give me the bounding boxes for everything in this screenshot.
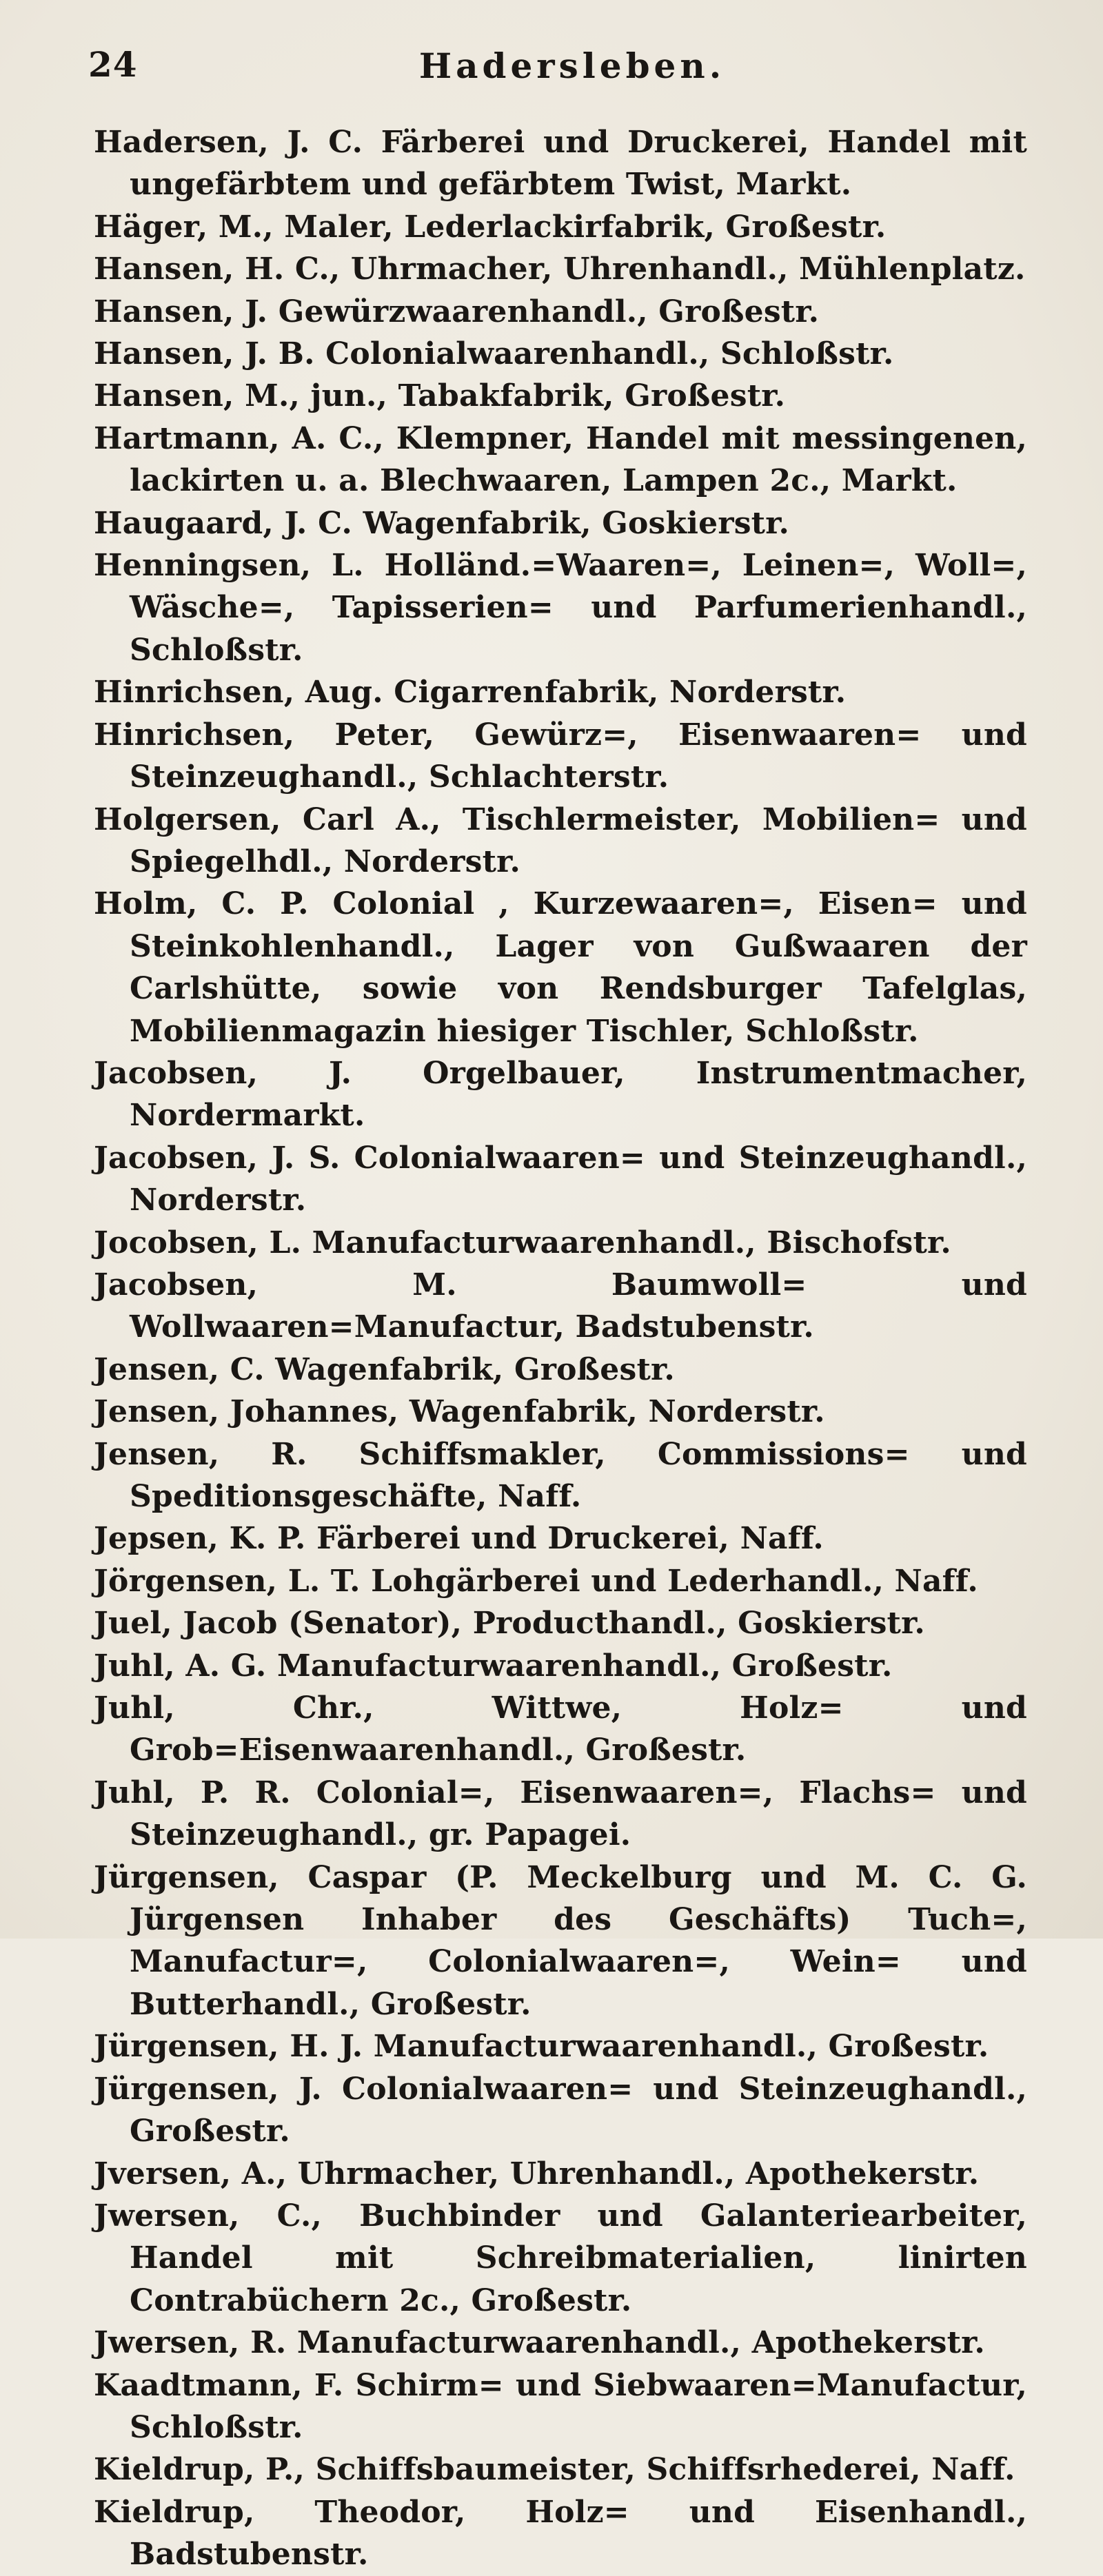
directory-entry: Jürgensen, J. Colonialwaaren= und Steinzeughandl., Großestr.: [94, 2071, 1027, 2149]
directory-entry: Jensen, Johannes, Wagenfabrik, Norderstr.: [94, 1394, 825, 1430]
directory-entry: Jacobsen, M. Baumwoll= und Wollwaaren=Manufactur, Badstubenstr.: [94, 1267, 1027, 1345]
directory-entry: Jwersen, C., Buchbinder und Galanteriearbeiter, Handel mit Schreibmaterialien, linirten Contrabüchern 2c., Großestr.: [94, 2198, 1027, 2318]
directory-entry: Jepsen, K. P. Färberei und Druckerei, Naff.: [94, 1521, 824, 1557]
directory-entry: Hinrichsen, Aug. Cigarrenfabrik, Norderstr.: [94, 675, 847, 711]
directory-entry: Hansen, J. Gewürzwaarenhandl., Großestr.: [94, 294, 820, 329]
directory-entry: Jacobsen, J. S. Colonialwaaren= und Steinzeughandl., Norderstr.: [94, 1140, 1027, 1218]
directory-entry: Jörgensen, L. T. Lohgärberei und Lederhandl., Naff.: [94, 1563, 978, 1599]
directory-entry: Jürgensen, H. J. Manufacturwaarenhandl., Großestr.: [94, 2029, 989, 2065]
directory-entry: Jürgensen, Caspar (P. Meckelburg und M. C. G. Jürgensen Inhaber des Geschäfts) Tuch=, Manufactur=, Colonialwaaren=, Wein= und Butterhandl., Großestr.: [94, 1859, 1027, 2022]
page-number: 24: [88, 44, 138, 85]
directory-entry: Jensen, R. Schiffsmakler, Commissions= und Speditionsgeschäfte, Naff.: [94, 1436, 1027, 1514]
directory-entry: Holm, C. P. Colonial , Kurzewaaren=, Eisen= und Steinkohlenhandl., Lager von Gußwaaren der Carlshütte, sowie von Rendsburger Tafelglas, Mobilienmagazin hiesiger Tischler, Schloßstr.: [94, 886, 1027, 1049]
directory-entry: Holgersen, Carl A., Tischlermeister, Mobilien= und Spiegelhdl., Norderstr.: [94, 801, 1027, 879]
directory-entry: Juhl, A. G. Manufacturwaarenhandl., Großestr.: [94, 1648, 893, 1684]
directory-entry: Jversen, A., Uhrmacher, Uhrenhandl., Apothekerstr.: [94, 2156, 980, 2191]
directory-entry: Henningsen, L. Holländ.=Waaren=, Leinen=, Woll=, Wäsche=, Tapisserien= und Parfumerienhandl., Schloßstr.: [94, 548, 1027, 668]
directory-entry: Hansen, J. B. Colonialwaarenhandl., Schloßstr.: [94, 336, 894, 372]
directory-entry: Juel, Jacob (Senator), Producthandl., Goskierstr.: [94, 1606, 925, 1642]
directory-entry: Kieldrup, P., Schiffsbaumeister, Schiffsrhederei, Naff.: [94, 2452, 1015, 2488]
directory-entry: Hansen, M., jun., Tabakfabrik, Großestr.: [94, 378, 786, 414]
directory-entry: Kaadtmann, F. Schirm= und Siebwaaren=Manufactur, Schloßstr.: [94, 2367, 1027, 2445]
directory-entry: Jensen, C. Wagenfabrik, Großestr.: [94, 1351, 675, 1387]
running-head: Hadersleben.: [418, 45, 726, 86]
directory-entry: Hansen, H. C., Uhrmacher, Uhrenhandl., Mühlenplatz.: [94, 252, 1026, 287]
directory-entry: Häger, M., Maler, Lederlackirfabrik, Großestr.: [94, 209, 887, 245]
directory-entry: Juhl, Chr., Wittwe, Holz= und Grob=Eisenwaarenhandl., Großestr.: [94, 1690, 1027, 1768]
directory-entry: Jocobsen, L. Manufacturwaarenhandl., Bischofstr.: [94, 1225, 951, 1260]
directory-entries: [94, 121, 1027, 2576]
directory-entry: Haugaard, J. C. Wagenfabrik, Goskierstr.: [94, 505, 790, 541]
directory-entry: Hadersen, J. C. Färberei und Druckerei, Handel mit ungefärbtem und gefärbtem Twist, Markt.: [94, 125, 1027, 203]
directory-entry: Hinrichsen, Peter, Gewürz=, Eisenwaaren= und Steinzeughandl., Schlachterstr.: [94, 717, 1027, 795]
directory-entry: Kieldrup, Theodor, Holz= und Eisenhandl., Badstubenstr.: [94, 2494, 1027, 2573]
directory-entry: Juhl, P. R. Colonial=, Eisenwaaren=, Flachs= und Steinzeughandl., gr. Papagei.: [94, 1775, 1027, 1853]
directory-entry: Jwersen, R. Manufacturwaarenhandl., Apothekerstr.: [94, 2325, 985, 2361]
directory-entry: Jacobsen, J. Orgelbauer, Instrumentmacher, Nordermarkt.: [94, 1055, 1027, 1134]
directory-entry: Hartmann, A. C., Klempner, Handel mit messingenen, lackirten u. a. Blechwaaren, Lampen 2c., Markt.: [94, 420, 1027, 499]
